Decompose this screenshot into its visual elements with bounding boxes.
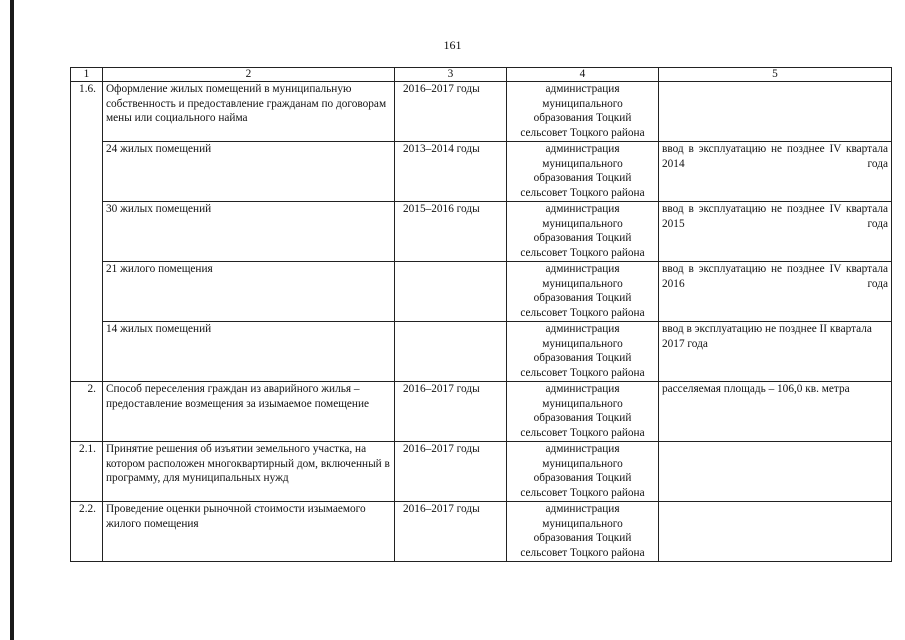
executor-line: сельсовет Тоцкого района <box>520 546 645 559</box>
executor-line: администрация <box>545 323 620 335</box>
executor-line: администрация <box>545 203 620 215</box>
row-name: Оформление жилых помещений в муниципальную собственность и предоставление гражданам по договорам мены или социального найма <box>103 82 395 142</box>
row-period: 2015–2016 годы <box>395 202 507 262</box>
executor-line: сельсовет Тоцкого района <box>520 186 645 199</box>
table-row <box>71 142 892 202</box>
header-cell-3: 3 <box>395 68 507 82</box>
header-row <box>71 68 892 82</box>
table-row <box>71 502 892 562</box>
row-period: 2016–2017 годы <box>395 442 507 502</box>
row-period: 2013–2014 годы <box>395 142 507 202</box>
executor-line: сельсовет Тоцкого района <box>520 126 645 139</box>
executor-line: администрация <box>545 383 620 395</box>
row-name: 24 жилых помещений <box>103 142 395 202</box>
executor-line: сельсовет Тоцкого района <box>520 306 645 319</box>
table-row <box>71 262 892 322</box>
executor-line: муниципального <box>542 337 623 350</box>
executor-line: образования Тоцкий <box>533 172 632 185</box>
executor-line: муниципального <box>542 457 623 470</box>
row-number <box>71 322 103 382</box>
row-number <box>71 202 103 262</box>
table-row <box>71 382 892 442</box>
row-note: ввод в эксплуатацию не позднее IV квартала 2016 года <box>659 262 892 322</box>
row-executor <box>507 322 659 382</box>
document-table <box>70 67 892 562</box>
executor-line: сельсовет Тоцкого района <box>520 426 645 439</box>
row-executor <box>507 202 659 262</box>
row-number: 1.6. <box>71 82 103 142</box>
header-cell-2: 2 <box>103 68 395 82</box>
executor-line: сельсовет Тоцкого района <box>520 486 645 499</box>
executor-line: образования Тоцкий <box>533 532 632 545</box>
row-number <box>71 142 103 202</box>
row-executor <box>507 262 659 322</box>
executor-line: образования Тоцкий <box>533 292 632 305</box>
executor-line: администрация <box>545 143 620 155</box>
executor-line: администрация <box>545 443 620 455</box>
header-cell-4: 4 <box>507 68 659 82</box>
executor-line: администрация <box>545 263 620 275</box>
executor-line: образования Тоцкий <box>533 472 632 485</box>
row-number: 2. <box>71 382 103 442</box>
row-note: ввод в эксплуатацию не позднее IV квартала 2014 года <box>659 142 892 202</box>
executor-line: сельсовет Тоцкого района <box>520 246 645 259</box>
table-row <box>71 322 892 382</box>
row-note <box>659 502 892 562</box>
row-name: Проведение оценки рыночной стоимости изымаемого жилого помещения <box>103 502 395 562</box>
row-name: 30 жилых помещений <box>103 202 395 262</box>
executor-line: администрация <box>545 503 620 515</box>
binding-edge <box>10 0 14 640</box>
row-name: 14 жилых помещений <box>103 322 395 382</box>
row-note: расселяемая площадь – 106,0 кв. метра <box>659 382 892 442</box>
executor-line: муниципального <box>542 217 623 230</box>
row-name: 21 жилого помещения <box>103 262 395 322</box>
row-executor <box>507 142 659 202</box>
page-number: 161 <box>443 38 462 52</box>
executor-line: муниципального <box>542 397 623 410</box>
row-period <box>395 262 507 322</box>
row-executor <box>507 382 659 442</box>
executor-line: муниципального <box>542 97 623 110</box>
row-number <box>71 262 103 322</box>
header-cell-1: 1 <box>71 68 103 82</box>
row-executor <box>507 502 659 562</box>
row-executor <box>507 442 659 502</box>
executor-line: администрация <box>545 83 620 95</box>
row-note: ввод в эксплуатацию не позднее II квартала 2017 года <box>659 322 892 382</box>
row-name: Принятие решения об изъятии земельного участка, на котором расположен многоквартирный дом, включенный в программу, для муниципальных нужд <box>103 442 395 502</box>
executor-line: муниципального <box>542 517 623 530</box>
executor-line: муниципального <box>542 277 623 290</box>
row-executor <box>507 82 659 142</box>
row-number: 2.2. <box>71 502 103 562</box>
table-row <box>71 442 892 502</box>
executor-line: образования Тоцкий <box>533 232 632 245</box>
row-note <box>659 442 892 502</box>
executor-line: муниципального <box>542 157 623 170</box>
executor-line: сельсовет Тоцкого района <box>520 366 645 379</box>
row-number: 2.1. <box>71 442 103 502</box>
row-period: 2016–2017 годы <box>395 82 507 142</box>
header-cell-5: 5 <box>659 68 892 82</box>
row-period <box>395 322 507 382</box>
row-note <box>659 82 892 142</box>
row-name: Способ переселения граждан из аварийного жилья – предоставление возмещения за изымаемое помещение <box>103 382 395 442</box>
executor-line: образования Тоцкий <box>533 412 632 425</box>
row-note: ввод в эксплуатацию не позднее IV квартала 2015 года <box>659 202 892 262</box>
executor-line: образования Тоцкий <box>533 112 632 125</box>
row-period: 2016–2017 годы <box>395 382 507 442</box>
row-period: 2016–2017 годы <box>395 502 507 562</box>
table-row <box>71 202 892 262</box>
table-row <box>71 82 892 142</box>
executor-line: образования Тоцкий <box>533 352 632 365</box>
